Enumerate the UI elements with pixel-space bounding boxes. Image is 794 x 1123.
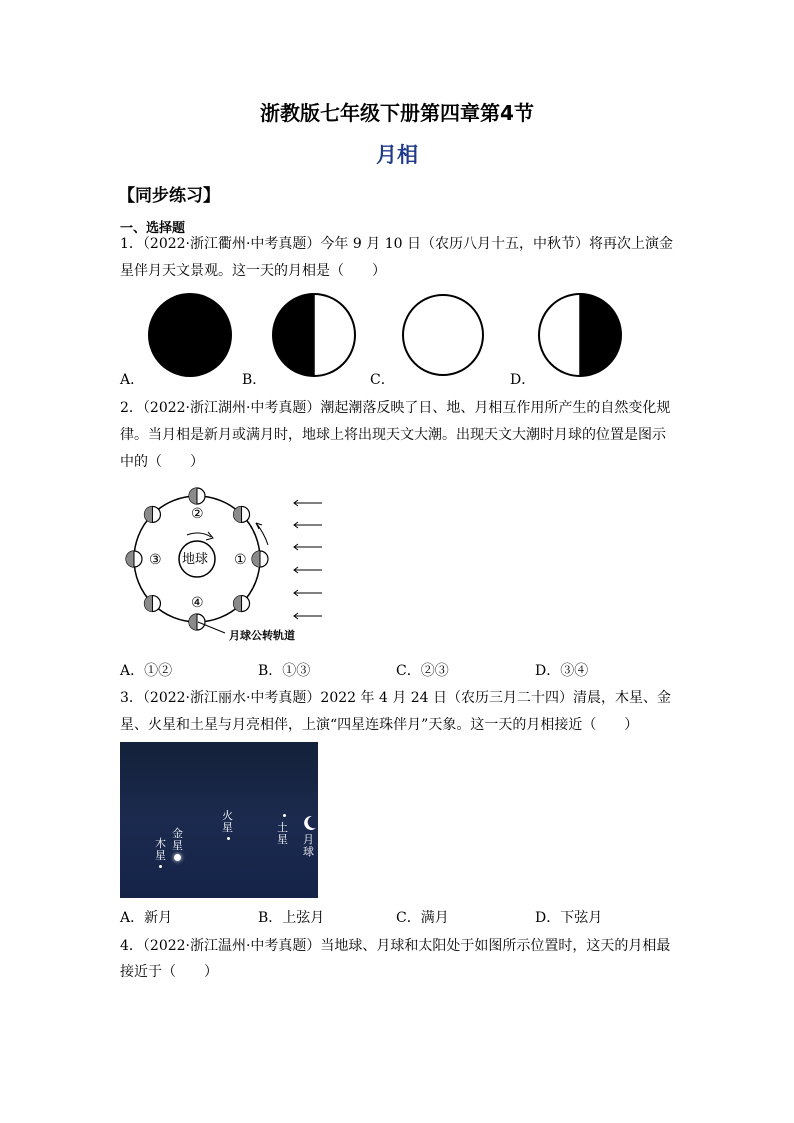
moon-phase-c-icon [403, 295, 483, 375]
moon-phase-d-icon [539, 294, 621, 376]
q2-text-line-3: 中的（ ） [120, 454, 204, 470]
q3-night-sky-photo [120, 742, 318, 898]
moon-label: 月球 [303, 833, 314, 858]
q2-option-b[interactable]: B．①③ [258, 663, 311, 679]
moon-phase-b-icon [273, 294, 355, 376]
position-1-label: ① [234, 552, 247, 568]
orbit-moon-icon [144, 506, 160, 522]
q2-option-a[interactable]: A．①② [120, 663, 173, 679]
q4-text-line-1: 4．（2022·浙江温州·中考真题）当地球、月球和太阳处于如图所示位置时，这天的月相最 [120, 938, 671, 954]
q4-text-line-2: 接近于（ ） [120, 964, 218, 980]
position-3-label: ③ [149, 552, 162, 568]
q3-option-c[interactable]: C．满月 [396, 910, 449, 926]
earth-label: 地球 [182, 552, 209, 567]
q1-text-line-1: 1．（2022·浙江衢州·中考真题）今年 9 月 10 日（农历八月十五，中秋节）将再次上演金 [120, 236, 673, 252]
orbit-moon-icon [189, 488, 205, 504]
mars-label: 火星 [222, 809, 233, 834]
q1-option-c[interactable]: C． [370, 372, 395, 388]
q2-option-c[interactable]: C．②③ [396, 663, 449, 679]
sunlight-arrows [294, 500, 322, 619]
document-subtitle: 月相 [376, 143, 418, 167]
orbit-moon-icon [234, 506, 250, 522]
mars-star-icon [227, 837, 230, 840]
moon-phase-a-icon [148, 293, 232, 377]
orbit-moon-icon [144, 596, 160, 612]
q3-option-b[interactable]: B．上弦月 [258, 910, 325, 926]
position-4-label: ④ [191, 595, 204, 611]
q1-option-b[interactable]: B． [242, 372, 267, 388]
crescent-moon-icon [303, 815, 317, 831]
q2-text-line-1: 2．（2022·浙江湖州·中考真题）潮起潮落反映了日、地、月相互作用所产生的自然变化规 [120, 400, 671, 416]
jupiter-star-icon [159, 865, 162, 868]
question-type-heading: 一、选择题 [120, 221, 186, 236]
saturn-label: 土星 [277, 821, 288, 846]
orbit-moon-icon [252, 551, 268, 567]
section-heading: 【同步练习】 [118, 186, 220, 206]
document-title: 浙教版七年级下册第四章第4节 [260, 101, 534, 125]
orbit-moon-icon [189, 614, 205, 630]
venus-star-icon [174, 854, 181, 861]
q1-option-a[interactable]: A． [120, 372, 145, 388]
orbit-label: 月球公转轨道 [229, 629, 295, 642]
q3-option-d[interactable]: D．下弦月 [535, 910, 603, 926]
q3-text-line-1: 3．（2022·浙江丽水·中考真题）2022 年 4 月 24 日（农历三月二十四）清晨，木星、金 [120, 690, 672, 706]
position-2-label: ② [191, 506, 204, 522]
orbit-moon-icon [234, 596, 250, 612]
jupiter-label: 木星 [155, 837, 166, 862]
q1-option-d[interactable]: D． [510, 372, 536, 388]
orbit-moon-icon [126, 551, 142, 567]
saturn-star-icon [283, 814, 286, 817]
q3-option-a[interactable]: A．新月 [120, 910, 173, 926]
q1-text-line-2: 星伴月天文景观。这一天的月相是（ ） [120, 263, 386, 279]
q2-option-d[interactable]: D．③④ [535, 663, 589, 679]
q3-text-line-2: 星、火星和土星与月亮相伴，上演“四星连珠伴月”天象。这一天的月相接近（ ） [120, 717, 639, 733]
q2-text-line-2: 律。当月相是新月或满月时，地球上将出现天文大潮。出现天文大潮时月球的位置是图示 [120, 427, 666, 443]
venus-label: 金星 [172, 827, 183, 852]
